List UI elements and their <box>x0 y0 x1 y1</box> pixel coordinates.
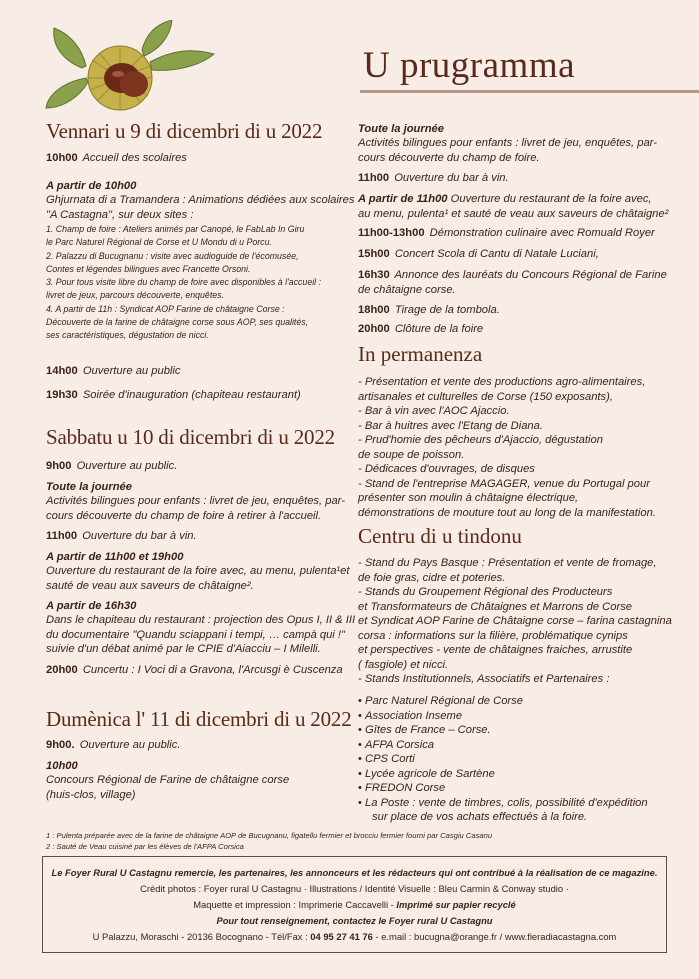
partner-item: • FREDON Corse <box>358 781 648 796</box>
event-text: Ouverture au public <box>82 365 181 377</box>
time: 14h00 <box>46 365 78 377</box>
permanenza-title: In permanenza <box>358 342 483 366</box>
footer-print <box>43 897 666 913</box>
saturday-film-text <box>46 613 355 657</box>
event-text: Démonstration culinaire avec Romuald Royer <box>429 227 655 239</box>
time: 9h00 <box>46 460 72 472</box>
time: 20h00 <box>358 323 390 335</box>
saturday-film-label: A partir de 16h30 <box>46 600 137 612</box>
text-line: du documentaire "Quandu sciappani i tempi, … campà qui !" <box>46 628 345 641</box>
sunday-close <box>358 322 483 337</box>
event-text: Cuncertu : I Voci di a Gravona, l'Arcusgi è Cuscenza <box>82 664 343 676</box>
rest-label: A partir de 11h00 <box>358 193 448 205</box>
partner-item: • Gîtes de France – Corse. <box>358 723 648 738</box>
sunday-rest <box>358 192 668 221</box>
friday-open <box>46 364 180 379</box>
list-item: et Syndicat AOP Farine de Châtaigne corse – farina castagnina <box>358 615 672 627</box>
saturday-title: Sabbatu u 10 di dicembri di u 2022 <box>46 425 335 449</box>
list-item: de foie gras, cidre et poteries. <box>358 571 506 584</box>
partner-item: • CPS Corti <box>358 752 648 767</box>
text-line: Activités bilingues pour enfants : livret de jeu, enquêtes, par- <box>358 137 657 149</box>
sunday-allday-label: Toute la journée <box>358 123 444 135</box>
footnotes <box>46 831 492 852</box>
partner-item: • La Poste : vente de timbres, colis, possibilité d'expédition <box>358 796 648 811</box>
tindonu-title: Centru di u tindonu <box>358 524 522 548</box>
text-line: Concours Régional de Farine de châtaigne corse <box>46 774 290 786</box>
sunday-demo <box>358 226 655 241</box>
list-item: - Stands Institutionnels, Associatifs et Partenaires : <box>358 673 610 685</box>
friday-evening <box>46 388 301 403</box>
detail-line: Contes et légendes bilingues avec Francette Orsoni. <box>46 263 251 274</box>
sunday-awards <box>358 268 667 297</box>
partner-item: • Parc Naturel Régional de Corse <box>358 694 648 709</box>
partner-item-continuation: sur place de vos achats effectués à la foire. <box>372 811 588 823</box>
detail-line: 4. A partir de 11h : Syndicat AOP Farine de châtaigne Corse : <box>46 303 285 314</box>
time: 11h00-13h00 <box>358 227 425 239</box>
footer-box <box>42 856 667 953</box>
list-item: - Dédicaces d'ouvrages, de disques <box>358 463 535 475</box>
list-item: démonstrations de mouture tout au long de la manifestation. <box>358 506 656 519</box>
list-item: - Bar à vin avec l'AOC Ajaccio. <box>358 405 510 417</box>
text-line: sauté de veau aux saveurs de châtaigne². <box>46 579 254 592</box>
list-item: - Présentation et vente des productions agro-alimentaires, <box>358 376 646 388</box>
chestnut-logo-icon <box>42 20 222 115</box>
footer-thanks: Le Foyer Rural U Castagnu remercie, les partenaires, les annonceurs et les rédacteurs qui ont contribué à la réalisation de ce magazine. <box>51 867 658 878</box>
list-item: - Stand de l'entreprise MAGAGER, venue du Portugal pour <box>358 477 650 490</box>
saturday-allday-label: Toute la journée <box>46 481 132 493</box>
list-item: - Stand du Pays Basque : Présentation et vente de fromage, <box>358 557 657 569</box>
friday-welcome <box>46 151 187 166</box>
saturday-open <box>46 459 177 474</box>
text-line: cours découverte du champ de foire à retirer à l'accueil. <box>46 509 322 522</box>
time: 18h00 <box>358 304 390 316</box>
detail-line: 2. Palazzu di Bucugnanu : visite avec audioguide de l'écomusée, <box>46 250 299 261</box>
sunday-title: Dumènica l' 11 di dicembri di u 2022 <box>46 707 352 731</box>
time: 16h30 <box>358 269 390 281</box>
rest-text: Ouverture du restaurant de la foire avec, <box>450 193 652 205</box>
saturday-concert <box>46 663 343 678</box>
time: 19h30 <box>46 389 78 401</box>
list-item: artisanales et culturelles de Corse (150 exposants), <box>358 390 613 403</box>
detail-line: 3. Pour tous visite libre du champ de foire avec disponibles à l'accueil : <box>46 277 322 288</box>
saturday-rest-label: A partir de 11h00 et 19h00 <box>46 551 184 563</box>
event-text: Tirage de la tombola. <box>394 304 500 316</box>
time: 11h00 <box>358 172 390 184</box>
list-item: et perspectives - vente de châtaignes fraiches, arrustite <box>358 644 633 656</box>
sunday-contest-label: 10h00 <box>46 760 78 772</box>
footer-address <box>43 929 666 945</box>
list-item: présenter son moulin à châtaigne électrique, <box>358 492 579 504</box>
detail-line: Découverte de la farine de châtaigne corse sous AOP, ses qualités, <box>46 317 309 328</box>
footnote: 1 : Pulenta préparée avec de la farine de châtaigne AOP de Bucugnanu, figatellu fermier et brocciu fermier fourni par Casgiu Casanu <box>46 831 493 840</box>
detail-line: le Parc Naturel Régional de Corse et U Mondu di u Porcu. <box>46 237 272 248</box>
sunday-contest-text <box>46 773 289 802</box>
list-item: et Transformateurs de Châtaignes et Marrons de Corse <box>358 600 633 613</box>
text-line: Dans le chapiteau du restaurant : projection des Opus I, II & III <box>46 614 356 626</box>
list-item: ( fasgiole) et nicci. <box>358 658 449 671</box>
text-line <box>358 268 667 283</box>
friday-from10-text <box>46 193 354 222</box>
time: 11h00 <box>46 530 78 542</box>
permanenza-list <box>358 375 656 520</box>
event-text: Ouverture du bar à vin. <box>394 172 509 184</box>
event-text: Accueil des scolaires <box>82 152 187 164</box>
list-item: - Bar à huitres avec l'Etang de Diana. <box>358 419 543 432</box>
header-rule <box>360 90 699 93</box>
footnote: 2 : Sauté de Veau cuisiné par les élèves de l'AFPA Corsica <box>46 841 244 851</box>
sunday-bar <box>358 171 509 186</box>
event-text: Annonce des lauréats du Concours Régional de Farine <box>394 269 667 281</box>
partner-item: • Lycée agricole de Sartène <box>358 767 648 782</box>
time: 15h00 <box>358 248 390 260</box>
event-text: Soirée d'inauguration (chapiteau restaurant) <box>82 389 301 401</box>
text-line: "A Castagna", sur deux sites : <box>46 208 194 221</box>
phone-number: 04 95 27 41 76 <box>310 931 373 942</box>
address-suffix: - e.mail : bucugna@orange.fr / www.fieradiacastagna.com <box>372 931 617 942</box>
saturday-rest-text <box>46 564 349 593</box>
sunday-concert <box>358 247 599 262</box>
partners-list <box>358 694 648 810</box>
event-text: Ouverture au public. <box>76 460 178 472</box>
footer-contact: Pour tout renseignement, contactez le Foyer rural U Castagnu <box>216 915 493 926</box>
list-item: de soupe de poisson. <box>358 448 465 461</box>
event-text: Ouverture au public. <box>79 739 181 751</box>
saturday-bar <box>46 529 197 544</box>
text-line: Ghjurnata di a Tramandera : Animations dédiées aux scolaires <box>46 194 355 206</box>
text-line: de châtaigne corse. <box>358 283 456 296</box>
page-title: U prugramma <box>363 45 576 86</box>
friday-from10-label: A partir de 10h00 <box>46 180 137 192</box>
time: 10h00 <box>46 152 78 164</box>
print-prefix: Maquette et impression : Imprimerie Caccavelli - <box>193 899 397 910</box>
list-item: - Prud'homie des pêcheurs d'Ajaccio, dégustation <box>358 434 603 446</box>
time: 9h00. <box>46 739 75 751</box>
sunday-allday-text <box>358 136 657 165</box>
detail-line: livret de jeux, parcours découverte, enquêtes. <box>46 290 224 301</box>
partner-item: • Association Inseme <box>358 709 648 724</box>
tindonu-list <box>358 556 672 687</box>
footer-credits: Crédit photos : Foyer rural U Castagnu · Illustrations / Identité Visuelle : Bleu Carmin & Conway studio · <box>140 883 569 894</box>
partner-item: • AFPA Corsica <box>358 738 648 753</box>
text-line: au menu, pulenta¹ et sauté de veau aux saveurs de châtaigne² <box>358 207 669 220</box>
text-line: suivie d'un débat animé par le CPIE d'Aiacciu – I Milelli. <box>46 643 321 655</box>
print-recycled: Imprimé sur papier recyclé <box>396 899 516 910</box>
sunday-tombola <box>358 303 500 318</box>
sunday-open <box>46 738 180 753</box>
text-line: cours découverte du champ de foire. <box>358 151 540 164</box>
text-line: (huis-clos, village) <box>46 788 136 801</box>
text-line: Ouverture du restaurant de la foire avec, au menu, pulenta¹et <box>46 565 350 577</box>
time: 20h00 <box>46 664 78 676</box>
friday-title: Vennari u 9 di dicembri di u 2022 <box>46 119 323 143</box>
event-text: Clôture de la foire <box>394 323 484 335</box>
list-item: corsa : informations sur la filière, problématique cynips <box>358 629 628 642</box>
saturday-allday-text <box>46 494 345 523</box>
detail-line: ses caractéristiques, dégustation de nicci. <box>46 330 209 341</box>
text-line <box>358 192 668 207</box>
event-text: Concert Scola di Cantu di Natale Luciani, <box>394 248 599 260</box>
event-text: Ouverture du bar à vin. <box>82 530 197 542</box>
address-prefix: U Palazzu, Moraschi - 20136 Bocognano - Tél/Fax : <box>92 931 311 942</box>
detail-line: 1. Champ de foire : Ateliers animés par Canopé, le FabLab In Giru <box>46 224 305 234</box>
text-line: Activités bilingues pour enfants : livret de jeu, enquêtes, par- <box>46 495 345 507</box>
list-item: - Stands du Groupement Régional des Producteurs <box>358 586 613 598</box>
friday-from10-details <box>46 223 321 343</box>
